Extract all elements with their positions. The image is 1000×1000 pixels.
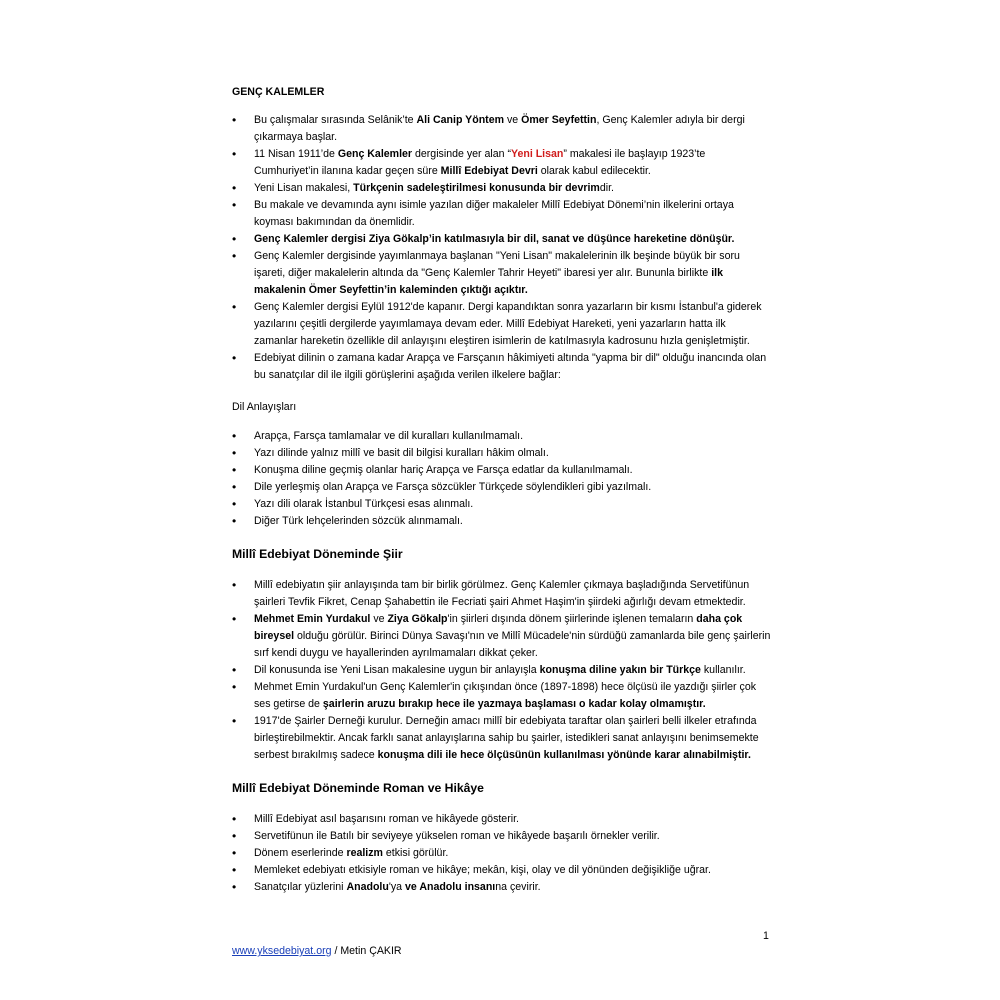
intro-list — [232, 112, 772, 384]
list-item: • 1917'de Şairler Derneği kurulur. Derneğin amacı millî bir edebiyata taraftar olan şairleri belli ilkeler etrafında birleştirebilmektir. Ancak farklı sanat anlayışlarına sahip bu şairler, istedikleri sanat anlayışını benimsemekte serbest bırakılmış sadece konuşma dili ile hece ölçüsünün kullanılması yönünde karar alınabilmiştir. — [232, 713, 772, 764]
list-item: • Mehmet Emin Yurdakul ve Ziya Gökalp'in şiirleri dışında dönem şiirlerinde işlenen temaların daha çok bireysel olduğu görülür. Birinci Dünya Savaşı'nın ve Millî Mücadele'nin sürdüğü zamanlarda bile genç şairlerin sırf kendi duygu ve hayallerinden ayrılmamaları dikkat çeker. — [232, 611, 772, 662]
list-item: • Genç Kalemler dergisi Ziya Gökalp’in katılmasıyla bir dil, sanat ve düşünce hareketine dönüşür. — [232, 231, 772, 248]
list-item: • Arapça, Farsça tamlamalar ve dil kuralları kullanılmamalı. — [232, 428, 772, 445]
list-item: • Yazı dili olarak İstanbul Türkçesi esas alınmalı. — [232, 496, 772, 513]
novel-heading: Millî Edebiyat Döneminde Roman ve Hikâye — [232, 781, 484, 795]
page-title: GENÇ KALEMLER — [232, 86, 325, 98]
footer — [232, 945, 402, 957]
list-item: • Dile yerleşmiş olan Arapça ve Farsça sözcükler Türkçede söylendikleri gibi yazılmalı. — [232, 479, 772, 496]
list-item: • Servetifünun ile Batılı bir seviyeye yükselen roman ve hikâyede başarılı örnekler verilir. — [232, 828, 772, 845]
list-item: • Yeni Lisan makalesi, Türkçenin sadeleştirilmesi konusunda bir devrimdir. — [232, 180, 772, 197]
list-item: • Dil konusunda ise Yeni Lisan makalesine uygun bir anlayışla konuşma diline yakın bir Türkçe kullanılır. — [232, 662, 772, 679]
list-item: • 11 Nisan 1911’de Genç Kalemler dergisinde yer alan “Yeni Lisan” makalesi ile başlayıp 1923’te Cumhuriyet’in ilanına kadar geçen süre Millî Edebiyat Devri olarak kabul edilecektir. — [232, 146, 772, 180]
novel-list — [232, 811, 772, 896]
list-item: • Sanatçılar yüzlerini Anadolu'ya ve Anadolu insanına çevirir. — [232, 879, 772, 896]
language-heading: Dil Anlayışları — [232, 401, 297, 413]
list-item: • Edebiyat dilinin o zamana kadar Arapça ve Farsçanın hâkimiyeti altında "yapma bir dil" olduğu inancında olan bu sanatçılar dil ile ilgili görüşlerini aşağıda verilen ilkelere bağlar: — [232, 350, 772, 384]
page-number: 1 — [763, 930, 769, 942]
list-item: • Yazı dilinde yalnız millî ve basit dil bilgisi kuralları hâkim olmalı. — [232, 445, 772, 462]
list-item: • Genç Kalemler dergisinde yayımlanmaya başlanan "Yeni Lisan" makalelerinin ilk beşinde büyük bir soru işareti, diğer makalelerin altında da "Genç Kalemler Tahrir Heyeti" ibaresi yer alır. Bununla birlikte ilk makalenin Ömer Seyfettin’in kaleminden çıktığı açıktır. — [232, 248, 772, 299]
list-item: • Millî edebiyatın şiir anlayışında tam bir birlik görülmez. Genç Kalemler çıkmaya başladığında Servetifünun şairleri Tevfik Fikret, Cenap Şahabettin ile Fecriati şairi Ahmet Haşim'in şiirdeki ağırlığı devam etmektedir. — [232, 577, 772, 611]
list-item: • Genç Kalemler dergisi Eylül 1912'de kapanır. Dergi kapandıktan sonra yazarların bir kısmı İstanbul'a giderek yazılarını çeşitli dergilerde yayımlamaya devam eder. Millî Edebiyat Hareketi, yeni yazarların hatta ilk zamanlar hareketin özellikle dil anlayışını eleştiren isimlerin de katılmasıyla kadrosunu hızla genişletmiştir. — [232, 299, 772, 350]
website-link[interactable]: www.yksedebiyat.org — [232, 945, 332, 957]
poetry-list — [232, 577, 772, 764]
list-item: • Memleket edebiyatı etkisiyle roman ve hikâye; mekân, kişi, olay ve dil yönünden değişikliğe uğrar. — [232, 862, 772, 879]
language-list — [232, 428, 772, 530]
list-item: • Diğer Türk lehçelerinden sözcük alınmamalı. — [232, 513, 772, 530]
list-item: • Konuşma diline geçmiş olanlar hariç Arapça ve Farsça edatlar da kullanılmamalı. — [232, 462, 772, 479]
footer-author: / Metin ÇAKIR — [331, 945, 402, 957]
poetry-heading: Millî Edebiyat Döneminde Şiir — [232, 547, 403, 561]
page-content — [232, 84, 772, 896]
list-item: • Millî Edebiyat asıl başarısını roman ve hikâyede gösterir. — [232, 811, 772, 828]
highlighted-term: Yeni Lisan — [510, 148, 564, 160]
list-item: • Mehmet Emin Yurdakul'un Genç Kalemler'in çıkışından önce (1897-1898) hece ölçüsü ile yazdığı şiirler çok ses getirse de şairlerin aruzu bırakıp hece ile yazmaya başlaması o kadar kolay olmamıştır. — [232, 679, 772, 713]
list-item: • Dönem eserlerinde realizm etkisi görülür. — [232, 845, 772, 862]
list-item: • Bu çalışmalar sırasında Selânik’te Ali Canip Yöntem ve Ömer Seyfettin, Genç Kalemler adıyla bir dergi çıkarmaya başlar. — [232, 112, 772, 146]
list-item: • Bu makale ve devamında aynı isimle yazılan diğer makaleler Millî Edebiyat Dönemi’nin ilkelerini ortaya koyması bakımından da önemlidir. — [232, 197, 772, 231]
